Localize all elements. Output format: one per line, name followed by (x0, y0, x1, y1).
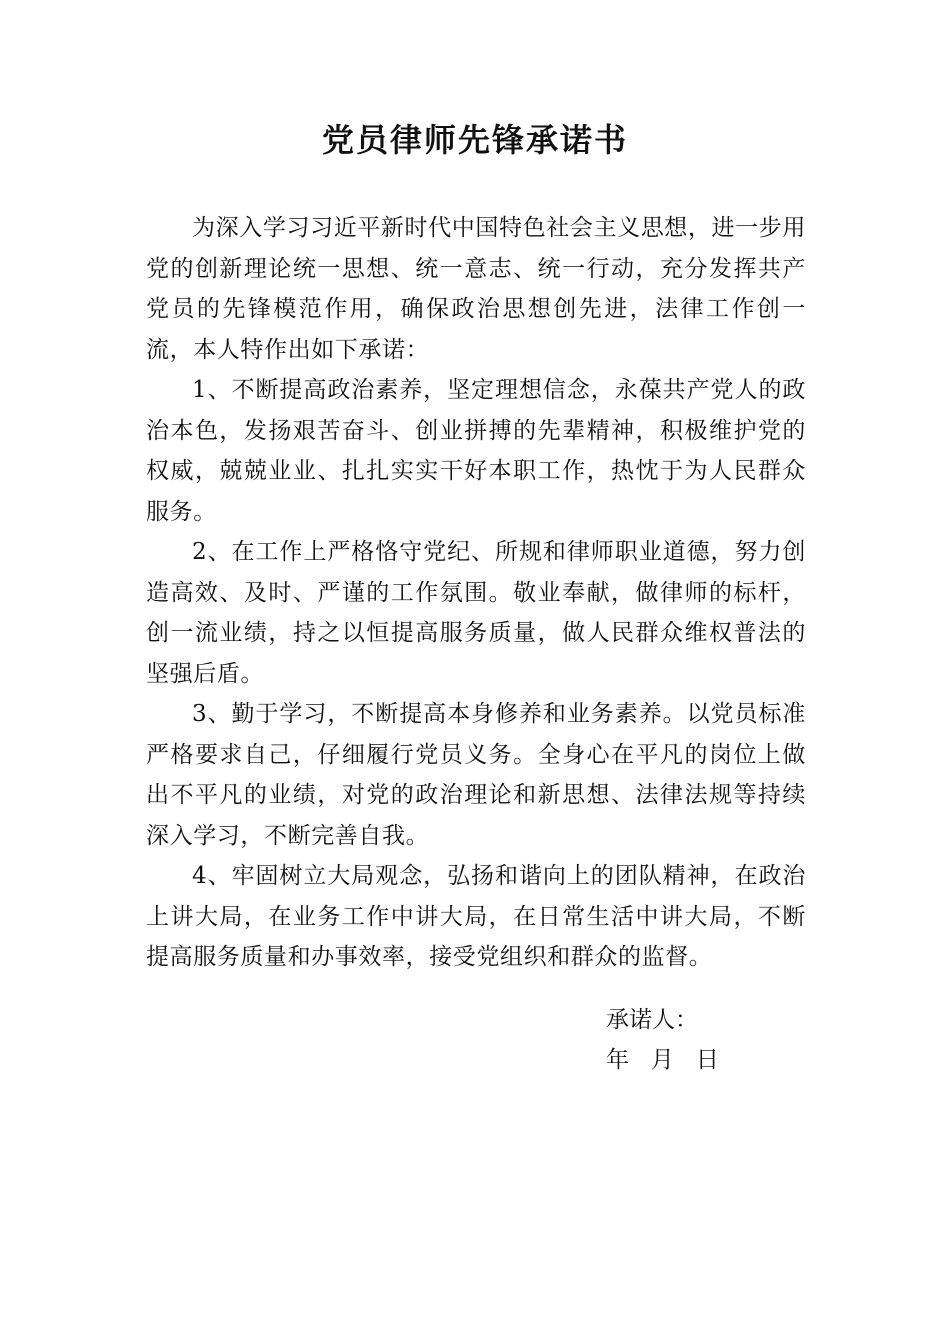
document-title: 党员律师先锋承诺书 (321, 121, 628, 159)
promiser-label: 承诺人： (606, 1007, 698, 1033)
document-body (146, 208, 806, 978)
signature-block (606, 1000, 826, 1080)
pledge-item-4: 4、牢固树立大局观念，弘扬和谐向上的团队精神，在政治上讲大局，在业务工作中讲大局，在日常生活中讲大局，不断提高服务质量和办事效率，接受党组织和群众的监督。 (146, 863, 806, 970)
pledge-item-3: 3、勤于学习，不断提高本身修养和业务素养。以党员标准严格要求自己，仔细履行党员义务。全身心在平凡的岗位上做出不平凡的业绩，对党的政治理论和新思想、法律法规等持续深入学习，不断完善自我。 (146, 701, 806, 849)
intro-paragraph: 为深入学习习近平新时代中国特色社会主义思想，进一步用党的创新理论统一思想、统一意志、统一行动，充分发挥共产党员的先锋模范作用，确保政治思想创先进，法律工作创一流，本人特作出如下承诺： (146, 215, 806, 363)
pledge-item-1: 1、不断提高政治素养，坚定理想信念，永葆共产党人的政治本色，发扬艰苦奋斗、创业拼搏的先辈精神，积极维护党的权威，兢兢业业、扎扎实实干好本职工作，热忱于为人民群众服务。 (146, 377, 806, 525)
date-label: 年 月 日 (606, 1047, 719, 1073)
pledge-item-2: 2、在工作上严格恪守党纪、所规和律师职业道德，努力创造高效、及时、严谨的工作氛围。敬业奉献，做律师的标杆，创一流业绩，持之以恒提高服务质量，做人民群众维权普法的坚强后盾。 (146, 539, 806, 687)
